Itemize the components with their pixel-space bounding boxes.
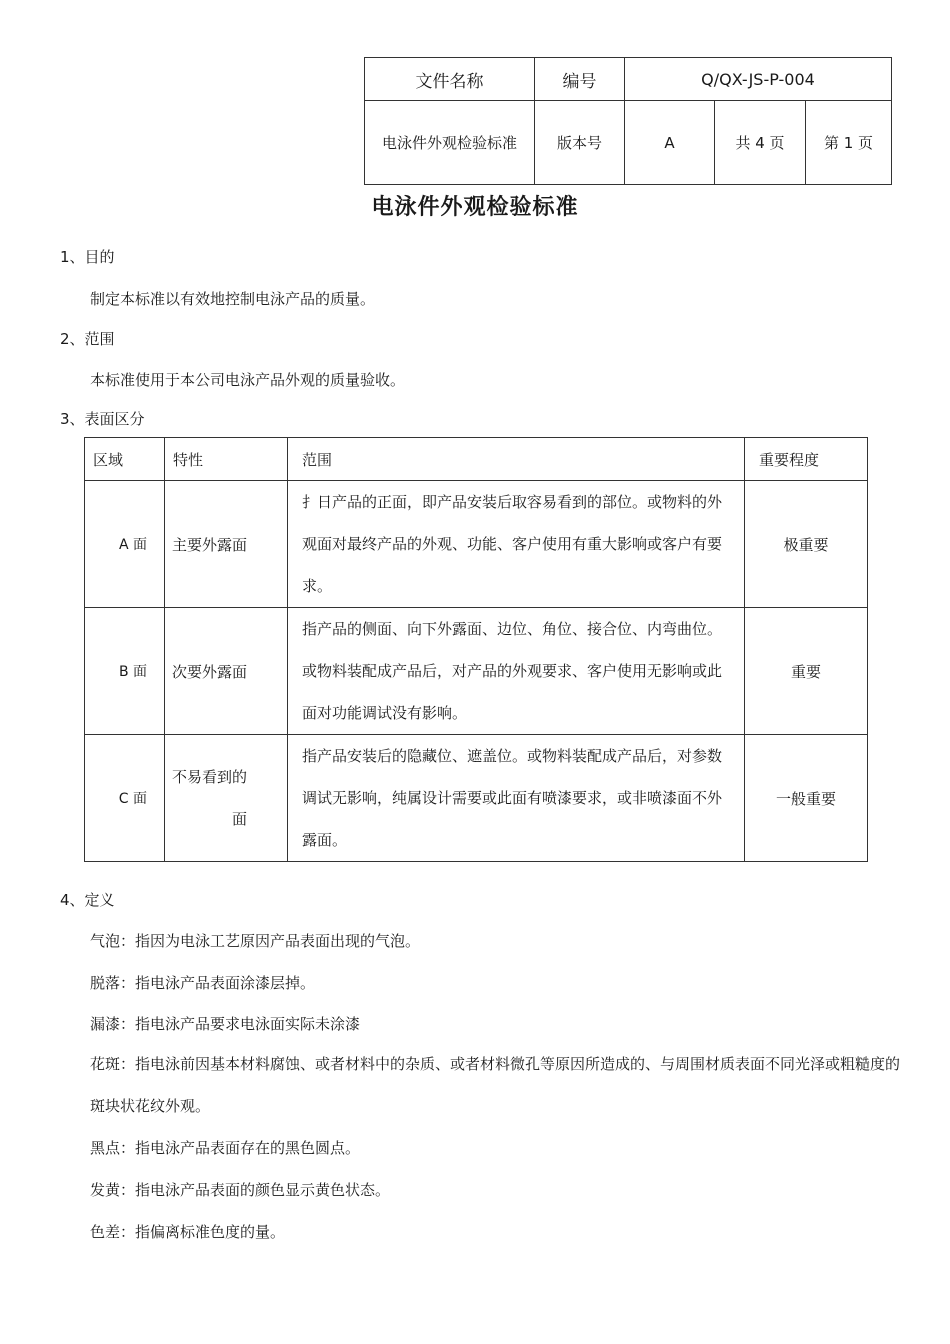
- area-cell: C 面: [85, 735, 165, 862]
- section-1-heading: 1、目的: [60, 248, 115, 266]
- importance-cell: 极重要: [745, 481, 868, 608]
- column-header: 重要程度: [745, 438, 868, 481]
- file-name-label: 文件名称: [365, 58, 535, 101]
- feature-cell: 次要外露面: [165, 608, 288, 735]
- scope-cell: 扌日产品的正面，即产品安装后取容易看到的部位。或物料的外观面对最终产品的外观、功能、客户使用有重大影响或客户有要求。: [288, 481, 745, 608]
- definition-item: 花斑：指电泳前因基本材料腐蚀、或者材料中的杂质、或者材料微孔等原因所造成的、与周围材质表面不同光泽或粗糙度的斑块状花纹外观。: [90, 1055, 901, 1115]
- table-row: [85, 481, 868, 608]
- importance-cell: 重要: [745, 608, 868, 735]
- surface-table: [84, 437, 868, 862]
- section-4-heading: 4、定义: [60, 891, 115, 909]
- column-header: 区域: [85, 438, 165, 481]
- scope-cell: 指产品的侧面、向下外露面、边位、角位、接合位、内弯曲位。或物料装配成产品后，对产品的外观要求、客户使用无影响或此面对功能调试没有影响。: [288, 608, 745, 735]
- definition-item: 发黄：指电泳产品表面的颜色显示黄色状态。: [90, 1181, 391, 1199]
- section-2-heading: 2、范围: [60, 330, 115, 348]
- definition-item: 漏漆：指电泳产品要求电泳面实际未涂漆: [90, 1015, 361, 1033]
- version-label: 版本号: [535, 101, 625, 185]
- column-header: 特性: [165, 438, 288, 481]
- area-cell: B 面: [85, 608, 165, 735]
- document-title: 电泳件外观检验标准: [371, 195, 579, 220]
- number-label: 编号: [535, 58, 625, 101]
- version-value: A: [625, 101, 715, 185]
- table-row: [85, 608, 868, 735]
- document-info-table: [364, 57, 892, 185]
- section-2-text: 本标准使用于本公司电泳产品外观的质量验收。: [90, 371, 406, 389]
- file-name-value: 电泳件外观检验标准: [365, 101, 535, 185]
- feature-line-1: 不易看到的: [172, 768, 248, 786]
- scope-cell: 指产品安装后的隐藏位、遮盖位。或物料装配成产品后，对参数调试无影响，纯属设计需要或此面有喷漆要求，或非喷漆面不外露面。: [288, 735, 745, 862]
- definition-item: 色差：指偏离标准色度的量。: [90, 1223, 286, 1241]
- total-pages: 共 4 页: [715, 101, 806, 185]
- table-header-row: [85, 438, 868, 481]
- section-1-text: 制定本标准以有效地控制电泳产品的质量。: [90, 290, 376, 308]
- number-value: Q/QX-JS-P-004: [625, 58, 892, 101]
- feature-cell: 主要外露面: [165, 481, 288, 608]
- definition-item: 气泡：指因为电泳工艺原因产品表面出现的气泡。: [90, 932, 421, 950]
- definition-item: 黑点：指电泳产品表面存在的黑色圆点。: [90, 1139, 361, 1157]
- definition-item: 脱落：指电泳产品表面涂漆层掉。: [90, 974, 316, 992]
- area-cell: A 面: [85, 481, 165, 608]
- column-header: 范围: [288, 438, 745, 481]
- table-row: [85, 735, 868, 862]
- feature-cell: [165, 735, 288, 862]
- feature-line-2: 面: [232, 810, 248, 828]
- page-number: 第 1 页: [806, 101, 892, 185]
- importance-cell: 一般重要: [745, 735, 868, 862]
- section-3-heading: 3、表面区分: [60, 410, 145, 428]
